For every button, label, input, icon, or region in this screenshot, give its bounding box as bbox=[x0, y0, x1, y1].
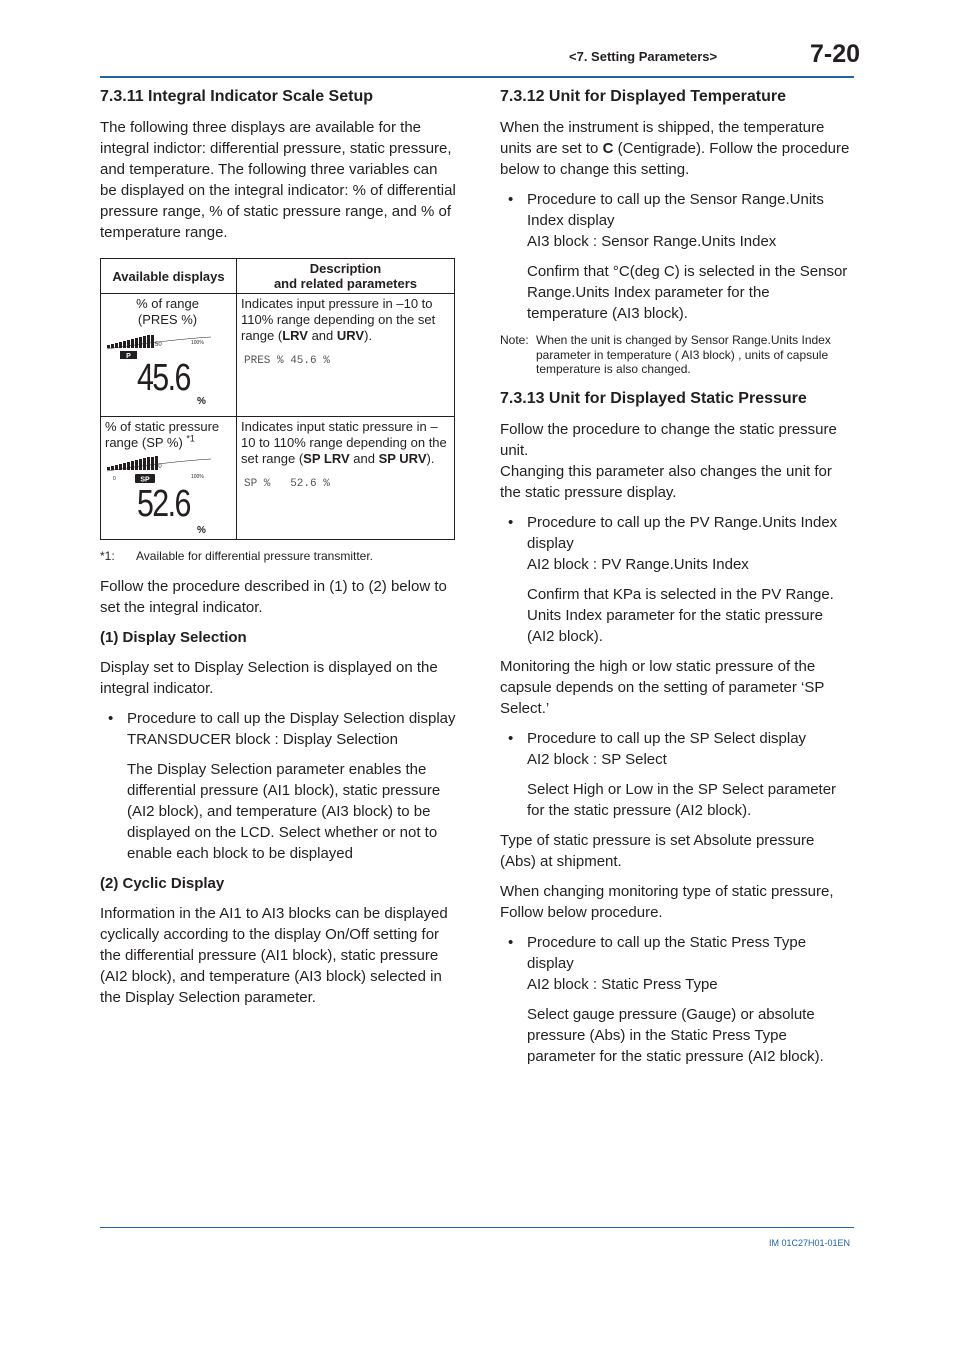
desc-text: Indicates input pressure in –10 to 110% range depending on the set range ( bbox=[241, 296, 436, 343]
indented-paragraph: Confirm that KPa is selected in the PV Range. Units Index parameter for the static pressure (AI2 block). bbox=[527, 585, 834, 645]
bullet-text: • Procedure to call up the PV Range.Units Index display bbox=[527, 513, 838, 552]
bullet-text: • Procedure to call up the SP Select display bbox=[527, 729, 807, 747]
footer-rule bbox=[100, 1227, 854, 1228]
footnote-key: *1: bbox=[100, 549, 115, 563]
header-section-title: <7. Setting Parameters> bbox=[569, 49, 718, 64]
paragraph: When changing monitoring type of static pressure, Follow below procedure. bbox=[500, 882, 834, 921]
paragraph bbox=[500, 117, 854, 180]
indented-paragraph: Select gauge pressure (Gauge) or absolute pressure (Abs) in the Static Press Type parameter for the static pressure (AI2 block). bbox=[527, 1005, 824, 1065]
param-lrv: LRV bbox=[282, 328, 308, 343]
right-column bbox=[500, 86, 854, 1076]
note bbox=[500, 333, 854, 377]
display-code: SP % 52.6 % bbox=[244, 478, 330, 490]
table-row bbox=[101, 294, 455, 417]
indented-paragraph: Confirm that °C(deg C) is selected in the Sensor Range.Units Index parameter for the temperature (AI3 block). bbox=[527, 263, 848, 322]
table-row bbox=[101, 417, 455, 540]
footnote-ref: *1 bbox=[186, 433, 195, 444]
footnote-text: Available for differential pressure transmitter. bbox=[136, 549, 374, 563]
paragraph: Monitoring the high or low static pressure of the capsule depends on the setting of parameter ‘SP Select.’ bbox=[500, 657, 825, 717]
parameter-path: AI2 block : PV Range.Units Index bbox=[527, 555, 749, 573]
desc-and: and bbox=[307, 328, 337, 343]
row-description bbox=[241, 296, 450, 344]
lcd-scale-mid: 50 bbox=[155, 342, 162, 348]
desc-text-end: ). bbox=[364, 328, 373, 343]
param-sp-lrv: SP LRV bbox=[303, 451, 350, 466]
bullet-item bbox=[100, 708, 456, 750]
indented-paragraph: Select High or Low in the SP Select parameter for the static pressure (AI2 block). bbox=[527, 780, 837, 819]
section-title-7-3-11: 7.3.11 Integral Indicator Scale Setup bbox=[100, 88, 373, 105]
lcd-value: 45.6 bbox=[137, 356, 190, 399]
unit-c: C bbox=[602, 140, 614, 157]
paragraph: Information in the AI1 to AI3 blocks can be displayed cyclically according to the display On/Off setting for the differential pressure (AI1 block), static pressure (AI2 block), and temperature (AI3 block) selected in the Display Selection parameter. bbox=[100, 905, 448, 1006]
row-label-text: % of static pressure range (SP %) bbox=[105, 419, 220, 450]
row-label bbox=[105, 419, 232, 451]
param-urv: URV bbox=[336, 328, 365, 343]
lcd-unit: % bbox=[197, 525, 206, 535]
table-cell-description bbox=[237, 417, 455, 540]
note-key: Note: bbox=[500, 333, 529, 347]
row-label: % of range bbox=[136, 296, 199, 311]
section-title-7-3-13: 7.3.13 Unit for Displayed Static Pressure bbox=[500, 389, 807, 407]
table-header-description-line2: and related parameters bbox=[273, 276, 418, 291]
document-id: IM 01C27H01-01EN bbox=[769, 1238, 851, 1248]
display-table bbox=[100, 258, 455, 540]
table-cell-display bbox=[101, 417, 237, 540]
subsection-title-display-selection: (1) Display Selection bbox=[100, 629, 247, 646]
bullet-text: • Procedure to call up the Sensor Range.Units Index display bbox=[527, 191, 824, 229]
text: (Centigrade). Follow the procedure below to change this setting. bbox=[500, 140, 850, 178]
bullet-item bbox=[500, 189, 854, 252]
lcd-display-sp-icon bbox=[105, 453, 231, 535]
page-number: 7-20 bbox=[810, 40, 861, 68]
desc-text-end: ). bbox=[426, 451, 435, 466]
indented-paragraph: The Display Selection parameter enables the differential pressure (AI1 block), static pressure (AI2 block), and temperature (AI3 block) to be displayed on the LCD. Select whether or not to enable each block to be displayed bbox=[127, 761, 441, 862]
paragraph: Display set to Display Selection is displayed on the integral indicator. bbox=[100, 659, 438, 697]
paragraph: Follow the procedure described in (1) to (2) below to set the integral indicator. bbox=[100, 578, 447, 616]
paragraph: Type of static pressure is set Absolute pressure (Abs) at shipment. bbox=[500, 831, 815, 870]
footnote bbox=[100, 549, 456, 564]
lcd-scale-max: 100% bbox=[191, 340, 204, 346]
text: When the instrument is shipped, the temperature units are set to bbox=[500, 119, 825, 157]
table-cell-description bbox=[237, 294, 455, 417]
table-header-displays: Available displays bbox=[101, 259, 237, 294]
bullet-text: • Procedure to call up the Display Selection display bbox=[127, 710, 456, 727]
subsection-title-cyclic-display: (2) Cyclic Display bbox=[100, 875, 225, 892]
bullet-text: • Procedure to call up the Static Press Type display bbox=[527, 933, 807, 972]
header-rule bbox=[100, 76, 854, 78]
parameter-path: TRANSDUCER block : Display Selection bbox=[127, 731, 398, 748]
bullet-item bbox=[500, 728, 854, 770]
lcd-badge-label: SP bbox=[140, 476, 150, 484]
lcd-scale-min: 0 bbox=[113, 476, 116, 482]
row-label: (PRES %) bbox=[137, 312, 198, 327]
parameter-path: AI3 block : Sensor Range.Units Index bbox=[527, 233, 777, 250]
desc-and: and bbox=[349, 451, 379, 466]
parameter-path: AI2 block : SP Select bbox=[527, 750, 667, 768]
row-description bbox=[241, 419, 450, 467]
paragraph: Follow the procedure to change the static pressure unit. bbox=[500, 420, 837, 459]
parameter-path: AI2 block : Static Press Type bbox=[527, 975, 718, 993]
section-title-7-3-12: 7.3.12 Unit for Displayed Temperature bbox=[500, 88, 787, 105]
paragraph: The following three displays are available for the integral indictor: differential pressure, static pressure, and temperature. The following three variables can be displayed on the integral indicator: % of differential pressure range, % of static pressure range, and % of temperature range. bbox=[100, 119, 456, 241]
lcd-scale-max: 100% bbox=[191, 474, 204, 480]
bullet-item bbox=[500, 512, 854, 575]
lcd-unit: % bbox=[197, 396, 206, 406]
desc-text: Indicates input static pressure in –10 to 110% range depending on the set range ( bbox=[241, 419, 447, 466]
table-header-description bbox=[237, 259, 455, 294]
lcd-value: 52.6 bbox=[137, 482, 190, 525]
lcd-display-pres-icon bbox=[105, 330, 231, 406]
table-cell-display bbox=[101, 294, 237, 417]
table-header-description-line1: Description bbox=[309, 261, 382, 276]
display-code: PRES % 45.6 % bbox=[244, 355, 330, 367]
lcd-badge-label: P bbox=[126, 353, 131, 360]
param-sp-urv: SP URV bbox=[378, 451, 427, 466]
bullet-item bbox=[500, 932, 854, 995]
note-text: When the unit is changed by Sensor Range.Units Index parameter in temperature ( AI3 block) , units of capsule temperature is also changed. bbox=[536, 333, 831, 376]
paragraph: Changing this parameter also changes the unit for the static pressure display. bbox=[500, 462, 832, 501]
left-column bbox=[100, 86, 456, 1017]
lcd-scale-mid: 50 bbox=[155, 464, 162, 470]
